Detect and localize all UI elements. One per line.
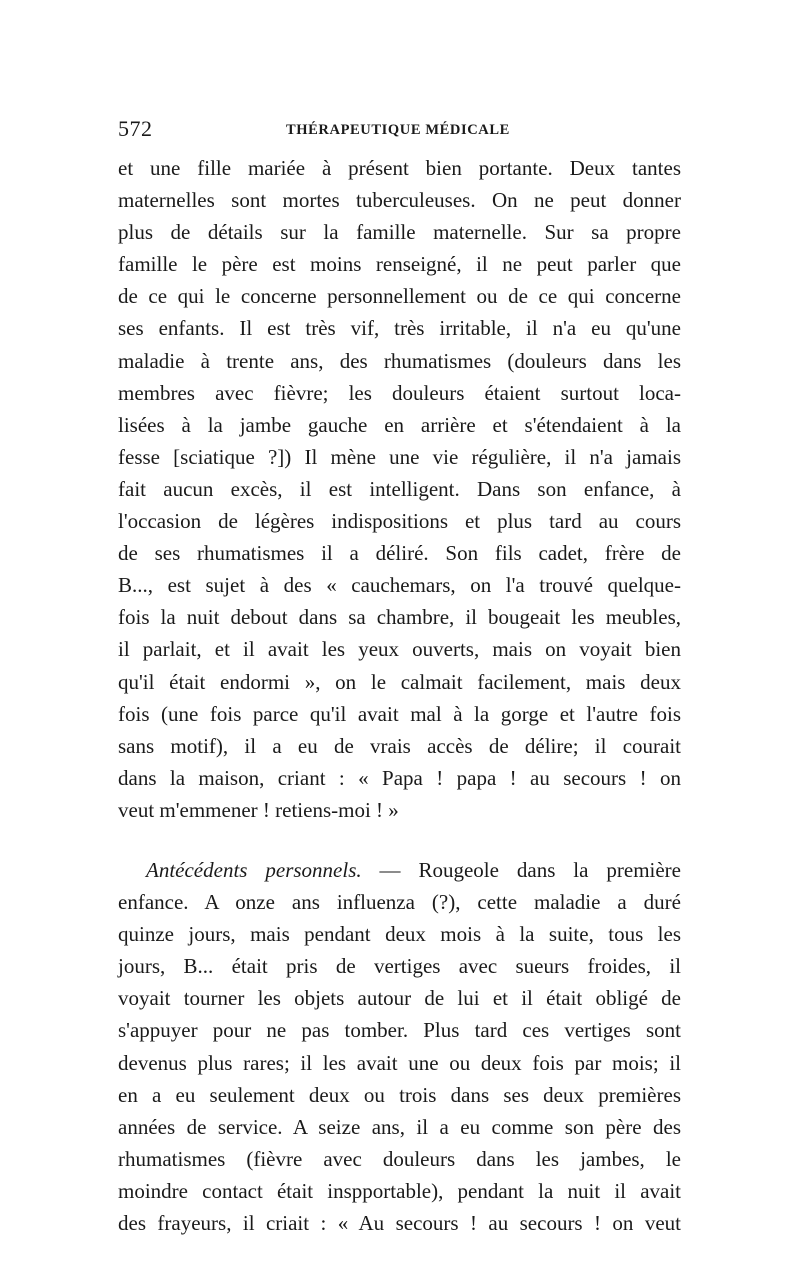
text-line: fois (une fois parce qu'il avait mal à la gorge et l'autre fois: [118, 701, 681, 726]
text-line: rhumatismes (fièvre avec douleurs dans les jambes, le: [118, 1146, 681, 1171]
text-line: lisées à la jambe gauche en arrière et s'étendaient à la: [118, 412, 681, 437]
text-line: maternelles sont mortes tuberculeuses. On ne peut donner: [118, 188, 681, 213]
text-line: [118, 854, 681, 886]
text-line: B..., est sujet à des « cauchemars, on l'a trouvé quelque-: [118, 573, 681, 598]
text-line: l'occasion de légères indispositions et plus tard au cours: [118, 509, 681, 534]
text-line: quinze jours, mais pendant deux mois à la suite, tous les: [118, 922, 681, 947]
body-text: [118, 152, 681, 1239]
text-line: il parlait, et il avait les yeux ouverts, mais on voyait bien: [118, 637, 681, 662]
text-line: de ses rhumatismes il a déliré. Son fils cadet, frère de: [118, 541, 681, 566]
text-line: plus de détails sur la famille maternelle. Sur sa propre: [118, 220, 681, 245]
page-number: 572: [118, 116, 153, 141]
text-line: veut m'emmener ! retiens-moi ! »: [118, 797, 399, 822]
text-line: et une fille mariée à présent bien portante. Deux tantes: [118, 156, 681, 180]
running-title: THÉRAPEUTIQUE MÉDICALE: [286, 122, 510, 138]
text-line: famille le père est moins renseigné, il ne peut parler que: [118, 252, 681, 277]
text-line: enfance. A onze ans influenza (?), cette maladie a duré: [118, 890, 681, 915]
text-line: maladie à trente ans, des rhumatismes (douleurs dans les: [118, 348, 681, 373]
text-line: fait aucun excès, il est intelligent. Dans son enfance, à: [118, 476, 681, 501]
text-line: dans la maison, criant : « Papa ! papa ! au secours ! on: [118, 765, 681, 790]
text-line: de ce qui le concerne personnellement ou de ce qui concerne: [118, 284, 681, 309]
text-line: devenus plus rares; il les avait une ou deux fois par mois; il: [118, 1050, 681, 1075]
text-line: membres avec fièvre; les douleurs étaient surtout loca-: [118, 380, 681, 405]
text-line: fois la nuit debout dans sa chambre, il bougeait les meubles,: [118, 605, 681, 630]
paragraph-gap: [118, 826, 681, 854]
text-run: — Rougeole dans la première: [361, 857, 681, 882]
text-line: des frayeurs, il criait : « Au secours ! au secours ! on veut: [118, 1211, 681, 1235]
text-line: moindre contact était inspportable), pendant la nuit il avait: [118, 1178, 681, 1203]
text-line: fesse [sciatique ?]) Il mène une vie régulière, il n'a jamais: [118, 444, 681, 469]
text-line: voyait tourner les objets autour de lui et il était obligé de: [118, 986, 681, 1011]
text-line: en a eu seulement deux ou trois dans ses deux premières: [118, 1082, 681, 1107]
text-line: jours, B... était pris de vertiges avec sueurs froides, il: [118, 954, 681, 979]
text-line: sans motif), il a eu de vrais accès de délire; il courait: [118, 733, 681, 758]
section-heading: Antécédents personnels.: [146, 857, 362, 882]
text-line: qu'il était endormi », on le calmait facilement, mais deux: [118, 669, 681, 694]
running-head: [118, 116, 683, 146]
text-line: ses enfants. Il est très vif, très irritable, il n'a eu qu'une: [118, 316, 681, 341]
paragraph-personal-history: [118, 854, 681, 1239]
text-line: années de service. A seize ans, il a eu comme son père des: [118, 1114, 681, 1139]
text-line: s'appuyer pour ne pas tomber. Plus tard ces vertiges sont: [118, 1018, 681, 1043]
paragraph-family-history: [118, 152, 681, 826]
